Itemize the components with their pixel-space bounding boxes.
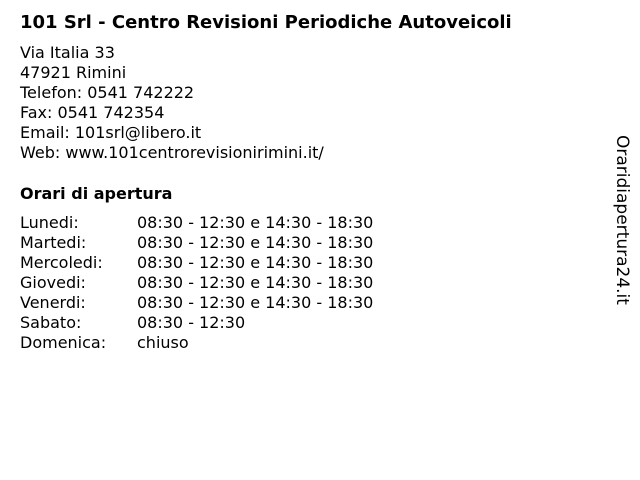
hours-row-saturday xyxy=(20,313,373,333)
hours-row-thursday xyxy=(20,273,373,293)
day-label: Giovedi: xyxy=(20,273,86,292)
day-label: Martedi: xyxy=(20,233,87,252)
opening-hours-heading: Orari di apertura xyxy=(20,184,173,203)
phone-number: Telefon: 0541 742222 xyxy=(20,83,195,102)
day-hours: 08:30 - 12:30 e 14:30 - 18:30 xyxy=(137,273,374,292)
opening-hours-table xyxy=(20,213,373,353)
email-address: Email: 101srl@libero.it xyxy=(20,123,202,142)
website-address: Web: www.101centrorevisionirimini.it/ xyxy=(20,143,324,162)
day-label: Sabato: xyxy=(20,313,82,332)
day-label: Lunedi: xyxy=(20,213,79,232)
day-hours: 08:30 - 12:30 e 14:30 - 18:30 xyxy=(137,213,374,232)
contact-block xyxy=(20,43,324,163)
hours-row-friday xyxy=(20,293,373,313)
day-hours: 08:30 - 12:30 e 14:30 - 18:30 xyxy=(137,293,374,312)
day-hours: chiuso xyxy=(137,333,189,352)
day-label: Domenica: xyxy=(20,333,107,352)
fax-number: Fax: 0541 742354 xyxy=(20,103,165,122)
day-hours: 08:30 - 12:30 e 14:30 - 18:30 xyxy=(137,253,374,272)
day-label: Venerdi: xyxy=(20,293,86,312)
address-street: Via Italia 33 xyxy=(20,43,115,62)
address-city: 47921 Rimini xyxy=(20,63,127,82)
hours-row-monday xyxy=(20,213,373,233)
hours-row-tuesday xyxy=(20,233,373,253)
day-label: Mercoledi: xyxy=(20,253,103,272)
hours-row-sunday xyxy=(20,333,373,353)
day-hours: 08:30 - 12:30 xyxy=(137,313,246,332)
hours-row-wednesday xyxy=(20,253,373,273)
day-hours: 08:30 - 12:30 e 14:30 - 18:30 xyxy=(137,233,374,252)
site-watermark: Oraridiapertura24.it xyxy=(612,135,632,305)
page-title: 101 Srl - Centro Revisioni Periodiche Autoveicoli xyxy=(20,12,512,33)
watermark-container xyxy=(610,135,634,310)
